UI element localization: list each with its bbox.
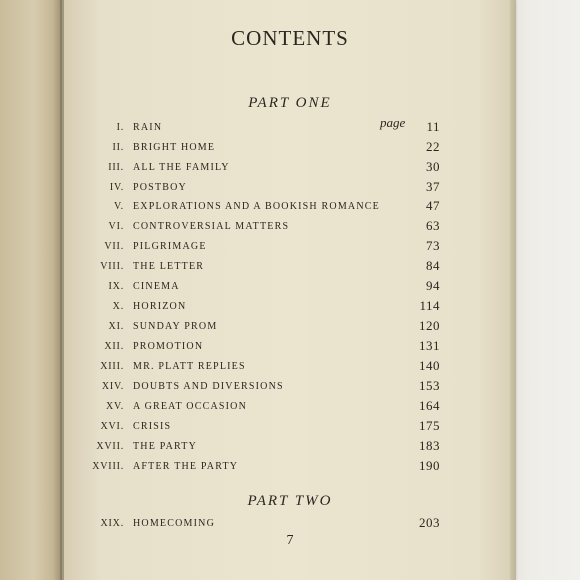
chapter-page: 22: [426, 139, 440, 154]
chapter-page: 203: [419, 515, 440, 530]
chapter-page: 120: [419, 318, 440, 333]
chapter-page: 84: [426, 258, 440, 273]
toc-entry: [0, 119, 580, 138]
chapter-page: 94: [426, 278, 440, 293]
chapter-number: XIV.: [101, 381, 124, 392]
toc-entry: [0, 418, 580, 437]
chapter-title: DOUBTS AND DIVERSIONS: [133, 381, 284, 392]
chapter-title: RAIN: [133, 122, 163, 133]
chapter-title: EXPLORATIONS AND A BOOKISH ROMANCE: [133, 201, 380, 212]
chapter-page: 73: [426, 238, 440, 253]
chapter-title: PROMOTION: [133, 341, 204, 352]
toc-entry: [0, 159, 580, 178]
toc-entry: [0, 338, 580, 357]
page-title: CONTENTS: [231, 26, 349, 50]
chapter-page: 47: [426, 198, 440, 213]
chapter-number: V.: [113, 201, 124, 212]
chapter-page: 190: [419, 458, 440, 473]
chapter-title: SUNDAY PROM: [133, 321, 218, 332]
chapter-page: 140: [419, 358, 440, 373]
page-column-label: page: [380, 115, 406, 130]
chapter-number: X.: [112, 301, 124, 312]
chapter-number: I.: [116, 122, 124, 133]
chapter-title: MR. PLATT REPLIES: [133, 361, 246, 372]
chapter-title: CRISIS: [133, 421, 172, 432]
chapter-page: 11: [426, 119, 440, 134]
chapter-number: XI.: [108, 321, 124, 332]
toc-entry: [0, 218, 580, 237]
chapter-number: XIX.: [100, 518, 124, 529]
toc-entry: [0, 179, 580, 198]
chapter-page: 114: [419, 298, 440, 313]
chapter-title: THE PARTY: [133, 441, 198, 452]
chapter-page: 30: [426, 159, 440, 174]
chapter-title: HOMECOMING: [133, 518, 215, 529]
chapter-title: CINEMA: [133, 281, 180, 292]
chapter-title: CONTROVERSIAL MATTERS: [133, 221, 290, 232]
chapter-page: 153: [419, 378, 440, 393]
chapter-number: II.: [112, 142, 124, 153]
toc-entry: [0, 298, 580, 317]
chapter-title: BRIGHT HOME: [133, 142, 216, 153]
toc-entry: [0, 278, 580, 297]
chapter-title: AFTER THE PARTY: [133, 461, 239, 472]
chapter-number: VI.: [108, 221, 124, 232]
chapter-number: XII.: [104, 341, 124, 352]
chapter-title: POSTBOY: [133, 182, 187, 193]
toc-entry: [0, 139, 580, 158]
chapter-number: XVIII.: [92, 461, 124, 472]
toc-entry: [0, 258, 580, 277]
chapter-number: IV.: [109, 182, 124, 193]
chapter-title: PILGRIMAGE: [133, 241, 207, 252]
chapter-number: XV.: [105, 401, 124, 412]
chapter-page: 37: [426, 179, 440, 194]
part-one-heading: PART ONE: [248, 95, 332, 111]
toc-entry: [0, 515, 580, 534]
chapter-page: 63: [426, 218, 440, 233]
toc-entry: [0, 378, 580, 397]
chapter-number: XIII.: [100, 361, 124, 372]
part-two-heading: PART TWO: [247, 493, 333, 509]
toc-entry: [0, 198, 580, 217]
toc-entry: [0, 318, 580, 337]
chapter-page: 175: [419, 418, 440, 433]
toc-entry: [0, 458, 580, 477]
chapter-title: THE LETTER: [133, 261, 205, 272]
toc-entry: [0, 238, 580, 257]
chapter-number: XVI.: [100, 421, 124, 432]
page-number: 7: [286, 533, 294, 548]
chapter-page: 183: [419, 438, 440, 453]
chapter-number: XVII.: [96, 441, 124, 452]
chapter-page: 131: [419, 338, 440, 353]
chapter-title: ALL THE FAMILY: [133, 162, 230, 173]
chapter-title: A GREAT OCCASION: [133, 401, 248, 412]
chapter-page: 164: [419, 398, 440, 413]
chapter-number: VII.: [104, 241, 124, 252]
toc-entry: [0, 398, 580, 417]
chapter-number: IX.: [108, 281, 124, 292]
toc-entry: [0, 358, 580, 377]
chapter-number: III.: [108, 162, 124, 173]
chapter-number: VIII.: [100, 261, 124, 272]
chapter-title: HORIZON: [133, 301, 187, 312]
toc-entry: [0, 438, 580, 457]
